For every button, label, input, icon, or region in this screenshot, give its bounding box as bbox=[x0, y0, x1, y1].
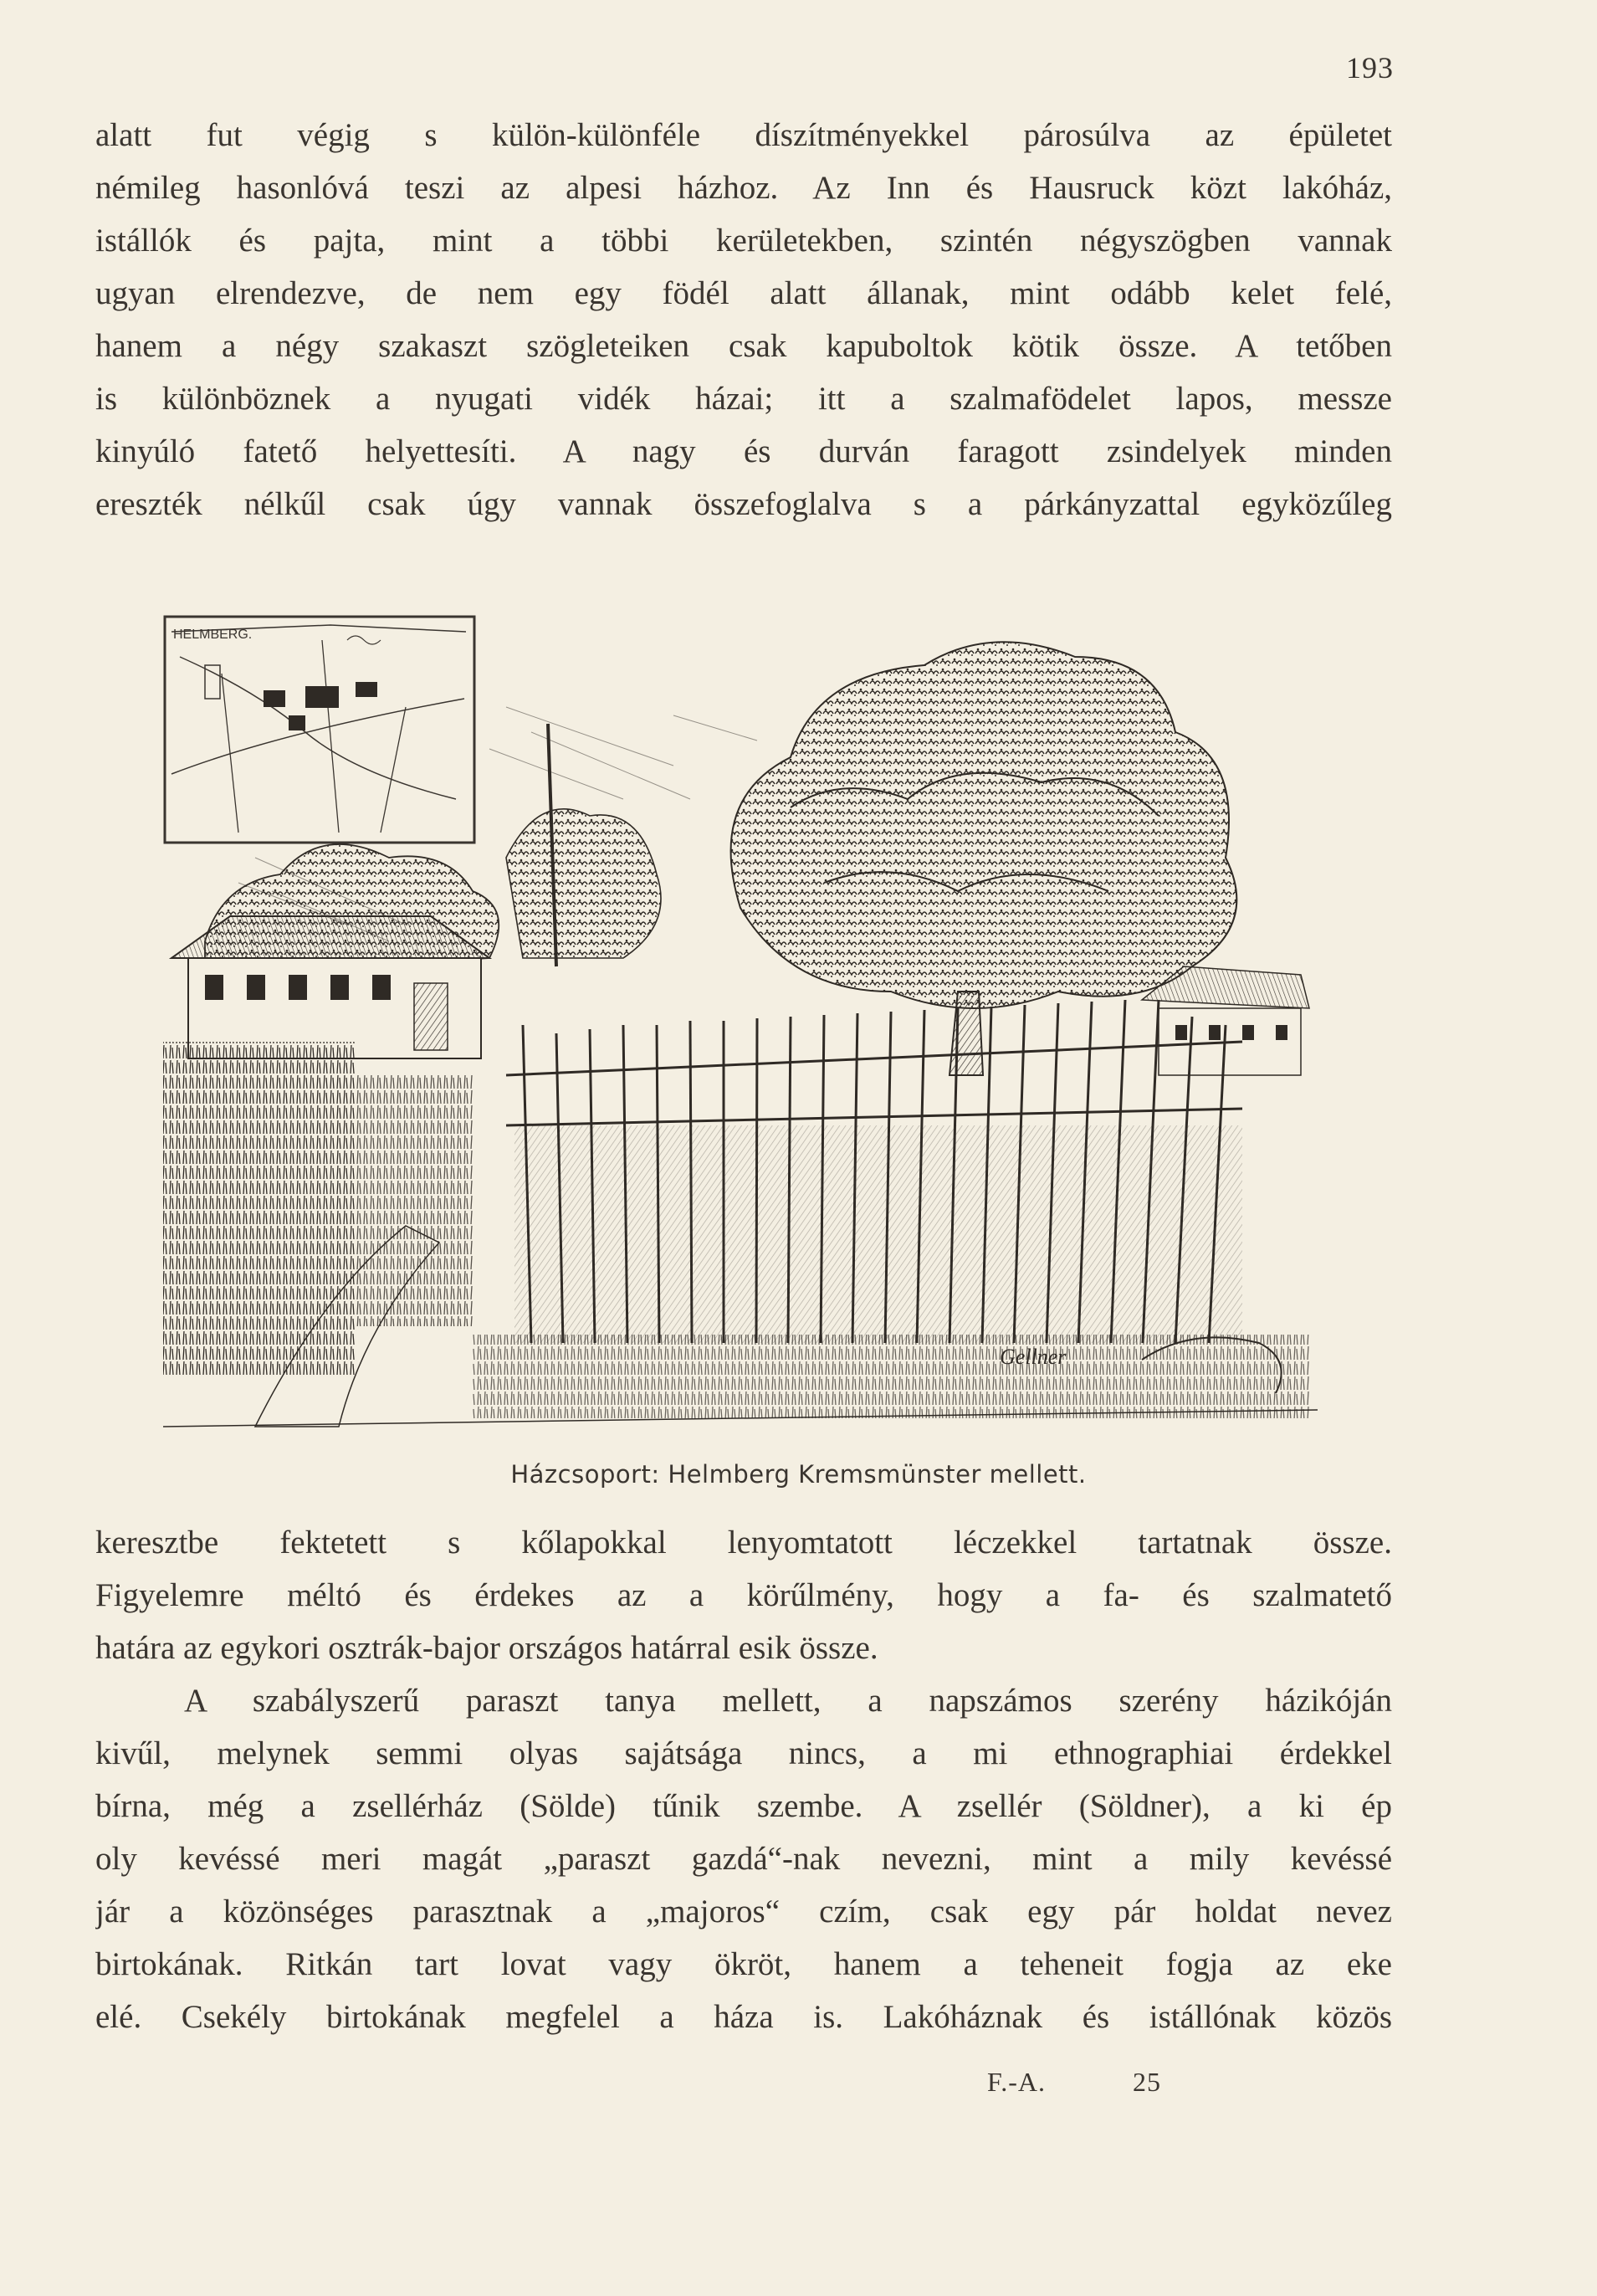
farmhouse bbox=[171, 916, 489, 1058]
signature-number: 25 bbox=[1133, 2067, 1161, 2097]
inset-map bbox=[165, 617, 474, 843]
text-line: kivűl, melynek semmi olyas sajátsága nincs, a mi ethnographiai érdekkel bbox=[95, 1735, 1392, 1771]
paragraph-top bbox=[95, 109, 1392, 530]
text-line: jár a közönséges parasztnak a „majoros“ czím, csak egy pár holdat nevez bbox=[95, 1894, 1392, 1930]
text-line: határa az egykori osztrák-bajor országos határral esik össze. bbox=[95, 1630, 878, 1666]
figure-caption: Házcsoport: Helmberg Kremsmünster mellett. bbox=[510, 1460, 1087, 1489]
signature-mark: F.-A. bbox=[987, 2067, 1046, 2097]
text-line: kinyúló fatető helyettesíti. A nagy és durván faragott zsindelyek minden bbox=[95, 433, 1392, 469]
tall-grass bbox=[163, 1042, 473, 1376]
text-line: Figyelemre méltó és érdekes az a körűlmény, hogy a fa- és szalmatető bbox=[95, 1577, 1392, 1613]
text-line: alatt fut végig s külön-különféle díszítményekkel párosúlva az épületet bbox=[95, 117, 1392, 153]
text-line: bírna, még a zsellérház (Sölde) tűnik szembe. A zsellér (Söldner), a ki ép bbox=[95, 1788, 1392, 1824]
paragraph-bottom bbox=[95, 1516, 1392, 2043]
text-line: A szabályszerű paraszt tanya mellett, a napszámos szerény házikóján bbox=[184, 1683, 1392, 1719]
illustration-drawing bbox=[155, 607, 1326, 1443]
text-line: elé. Csekély birtokának megfelel a háza is. Lakóháznak és istállónak közös bbox=[95, 1999, 1392, 2035]
text-line: némileg hasonlóvá teszi az alpesi házhoz. Az Inn és Hausruck közt lakóház, bbox=[95, 170, 1392, 206]
text-line: ugyan elrendezve, de nem egy födél alatt állanak, mint odább kelet felé, bbox=[95, 275, 1392, 311]
engraving-illustration bbox=[155, 607, 1326, 1443]
text-line: ereszték nélkűl csak úgy vannak összefoglalva s a párkányzattal egyközűleg bbox=[95, 486, 1392, 522]
text-line: istállók és pajta, mint a többi kerületekben, szintén négyszögben vannak bbox=[95, 223, 1392, 259]
map-label: HELMBERG. bbox=[173, 628, 253, 642]
text-line: oly kevéssé meri magát „paraszt gazdá“-nak nevezni, mint a mily kevéssé bbox=[95, 1841, 1392, 1877]
distant-building bbox=[1142, 966, 1309, 1075]
artist-signature: Gellner bbox=[1000, 1345, 1067, 1369]
page-footer bbox=[987, 2067, 1161, 2098]
text-line: keresztbe fektetett s kőlapokkal lenyomtatott léczekkel tartatnak össze. bbox=[95, 1525, 1392, 1561]
text-line: is különböznek a nyugati vidék házai; itt a szalmafödelet lapos, messze bbox=[95, 381, 1392, 417]
page-number: 193 bbox=[1346, 51, 1394, 85]
text-line: birtokának. Ritkán tart lovat vagy ökröt, hanem a teheneit fogja az eke bbox=[95, 1946, 1392, 1982]
text-line: hanem a négy szakaszt szögleteiken csak kapuboltok kötik össze. A tetőben bbox=[95, 328, 1392, 364]
